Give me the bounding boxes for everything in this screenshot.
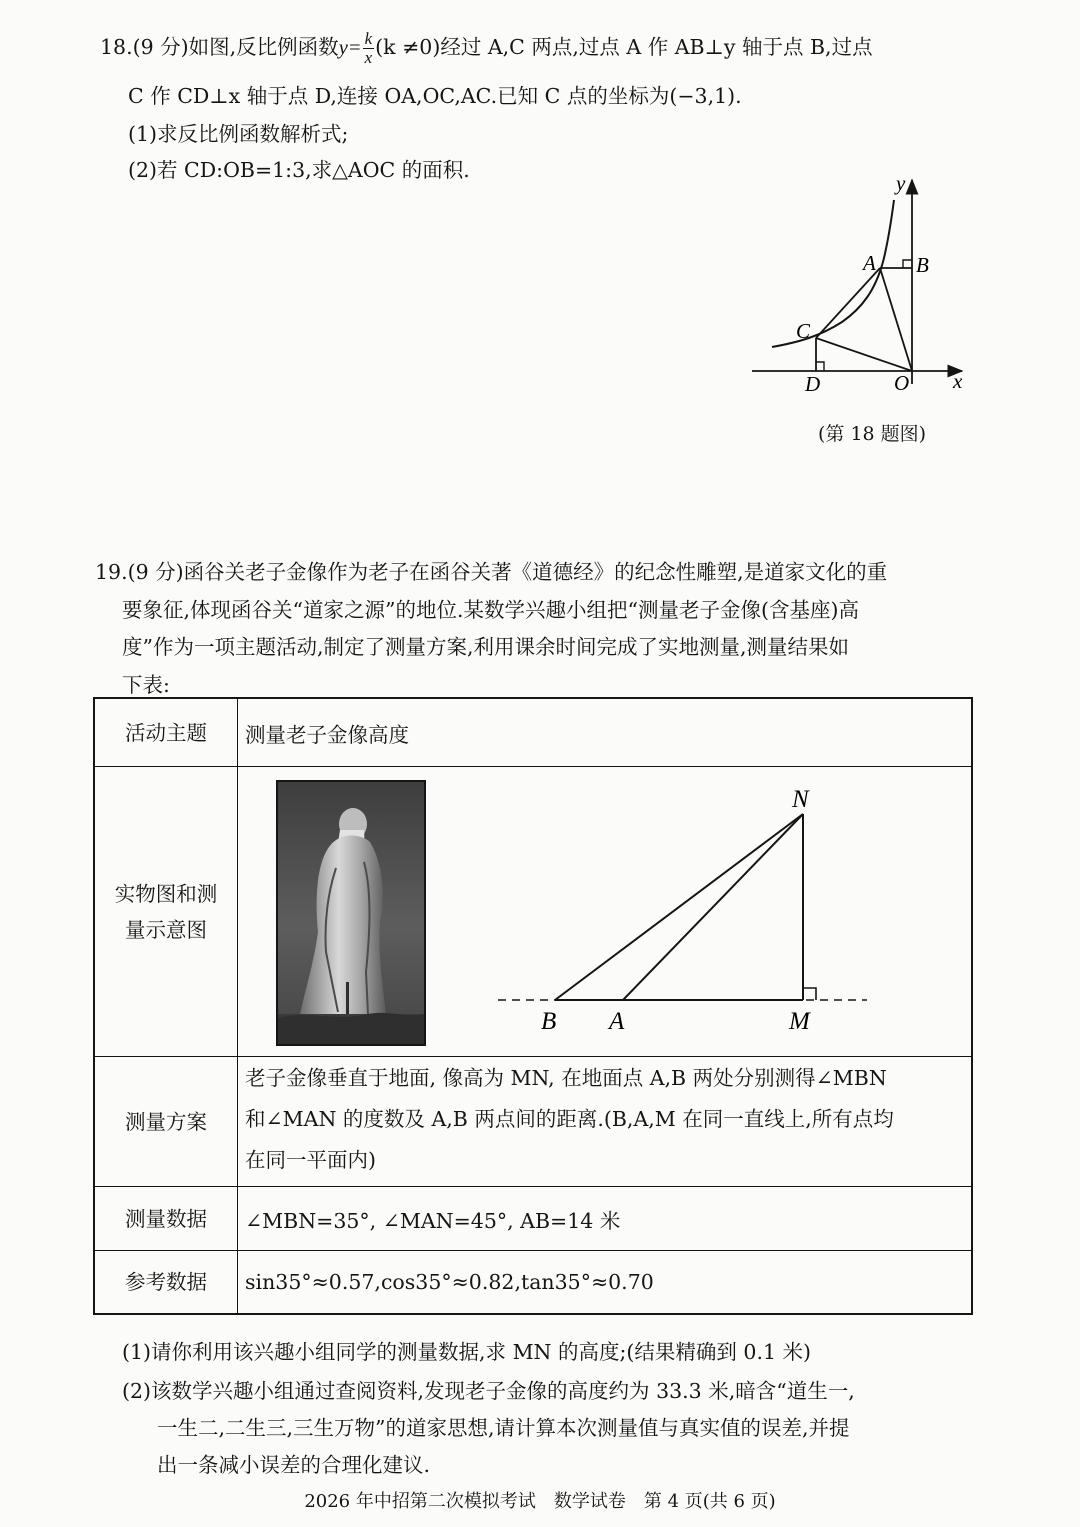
q18-figure <box>740 170 980 395</box>
q18-part1: (1)求反比例函数解析式; <box>128 122 349 146</box>
table-row-scheme <box>95 1057 971 1187</box>
label-a: A <box>609 1008 625 1035</box>
q19-intro-line3: 度”作为一项主题活动,制定了测量方案,利用课余时间完成了实地测量,测量结果如 <box>122 635 850 659</box>
table-row-theme <box>95 699 971 767</box>
q18-line2: C 作 CD⊥x 轴于点 D,连接 OA,OC,AC.已知 C 点的坐标为(−3,1). <box>128 84 742 108</box>
q18-line1-start: 18.(9 分)如图,反比例函数 <box>100 35 339 59</box>
func-fraction <box>363 30 375 67</box>
reference-label: 参考数据 <box>95 1251 238 1313</box>
table-row-figure <box>95 767 971 1057</box>
label-n: N <box>792 786 809 813</box>
right-angle-b <box>903 260 912 268</box>
q19-intro-line1: 19.(9 分)函谷关老子金像作为老子在函谷关著《道德经》的纪念性雕塑,是道家文化的重 <box>95 560 888 584</box>
q19-intro-line2: 要象征,体现函谷关“道家之源”的地位.某数学兴趣小组把“测量老子金像(含基座)高 <box>122 598 859 622</box>
segment-oa <box>880 268 912 371</box>
data-value: ∠MBN=35°, ∠MAN=45°, AB=14 米 <box>245 1208 621 1233</box>
q18-figure-caption: (第 18 题图) <box>818 423 927 445</box>
page-footer: 2026 年中招第二次模拟考试 数学试卷 第 4 页(共 6 页) <box>304 1491 776 1512</box>
segment-oc <box>816 338 912 371</box>
label-m: M <box>789 1008 810 1035</box>
q19-part2-line2: 一生二,二生三,三生万物”的道家思想,请计算本次测量值与真实值的误差,并提 <box>157 1416 850 1440</box>
func-denominator: x <box>364 48 373 67</box>
table-row-data <box>95 1187 971 1251</box>
label-x: x <box>953 369 963 393</box>
label-c: C <box>796 319 811 343</box>
label-y: y <box>896 171 906 195</box>
scheme-label: 测量方案 <box>95 1057 238 1186</box>
segment-ac <box>816 268 880 338</box>
right-angle-m <box>803 988 816 1000</box>
laozi-statue-photo <box>276 780 426 1046</box>
q19-part1: (1)请你利用该兴趣小组同学的测量数据,求 MN 的高度;(结果精确到 0.1 米) <box>122 1340 812 1364</box>
label-b: B <box>541 1008 557 1035</box>
label-d: D <box>805 372 821 395</box>
theme-value: 测量老子金像高度 <box>245 722 409 747</box>
segment-bn <box>555 814 803 1000</box>
figure-label-line2: 量示意图 <box>125 917 207 942</box>
segment-an <box>623 814 803 1000</box>
measurement-diagram <box>495 767 875 1057</box>
q19-part2-line3: 出一条减小误差的合理化建议. <box>157 1453 431 1477</box>
data-label: 测量数据 <box>95 1187 238 1250</box>
label-a: A <box>863 251 876 275</box>
reference-value: sin35°≈0.57,cos35°≈0.82,tan35°≈0.70 <box>245 1270 654 1294</box>
measurement-table <box>93 697 973 1315</box>
q18-part2: (2)若 CD:OB=1:3,求△AOC 的面积. <box>128 158 470 182</box>
scheme-line2: 和∠MAN 的度数及 A,B 两点间的距离.(B,A,M 在同一直线上,所有点均 <box>245 1107 894 1131</box>
func-numerator: k <box>364 29 373 48</box>
scheme-line1: 老子金像垂直于地面, 像高为 MN, 在地面点 A,B 两处分别测得∠MBN <box>245 1066 887 1090</box>
q18-line1 <box>100 30 873 67</box>
right-angle-d <box>816 362 824 371</box>
scheme-value <box>238 1057 971 1186</box>
label-o: O <box>894 371 910 395</box>
label-b: B <box>916 253 929 277</box>
q18-line1-end: (k ≠0)经过 A,C 两点,过点 A 作 AB⊥y 轴于点 B,过点 <box>375 35 873 59</box>
figure-label <box>95 767 238 1056</box>
figure-label-line1: 实物图和测 <box>114 881 218 906</box>
func-y: y= <box>338 37 362 59</box>
table-row-reference <box>95 1251 971 1313</box>
theme-label: 活动主题 <box>95 699 238 766</box>
q19-intro-line4: 下表: <box>122 673 170 697</box>
scheme-line3: 在同一平面内) <box>245 1148 376 1172</box>
q19-part2-line1: (2)该数学兴趣小组通过查阅资料,发现老子金像的高度约为 33.3 米,暗含“道生一, <box>122 1379 855 1403</box>
